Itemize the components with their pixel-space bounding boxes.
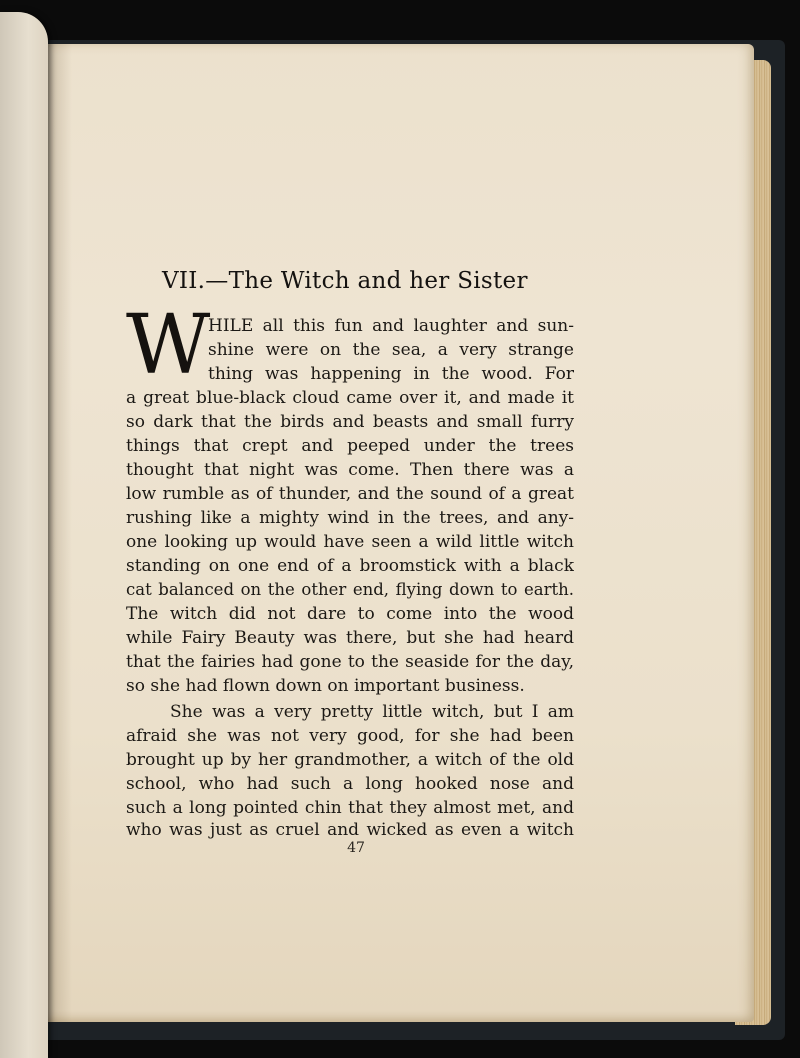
text-line: thought that night was come. Then there was a: [126, 460, 574, 480]
text-line: brought up by her grandmother, a witch of the old: [126, 750, 574, 770]
drop-cap: W: [126, 298, 211, 393]
text-line: cat balanced on the other end, flying down to earth.: [126, 580, 574, 599]
text-line: The witch did not dare to come into the wood: [126, 604, 574, 624]
text-line: She was a very pretty little witch, but I am: [170, 702, 574, 722]
text-line: shine were on the sea, a very strange: [208, 340, 574, 360]
text-line: so she had flown down on important business.: [126, 676, 525, 696]
text-line: afraid she was not very good, for she had been: [126, 726, 574, 746]
text-line: thing was happening in the wood. For: [208, 364, 574, 384]
text-line: who was just as cruel and wicked as even a witch: [126, 820, 574, 840]
page-number: 47: [347, 840, 365, 856]
text-line: such a long pointed chin that they almost met, and: [126, 798, 574, 818]
text-line: so dark that the birds and beasts and small furry: [126, 412, 574, 432]
text-line: one looking up would have seen a wild little witch: [126, 532, 574, 552]
text-line: things that crept and peeped under the trees: [126, 436, 574, 456]
text-line: low rumble as of thunder, and the sound of a great: [126, 484, 574, 504]
text-line: HILE all this fun and laughter and sun-: [208, 316, 574, 336]
text-line: while Fairy Beauty was there, but she had heard: [126, 628, 574, 648]
text-line: standing on one end of a broomstick with a black: [126, 556, 574, 576]
text-line: a great blue-black cloud came over it, and made it: [126, 388, 574, 408]
chapter-title: VII.—The Witch and her Sister: [162, 268, 528, 294]
left-page-edge: [0, 12, 48, 1058]
text-line: that the fairies had gone to the seaside for the day,: [126, 652, 574, 672]
text-line: rushing like a mighty wind in the trees, and any-: [126, 508, 574, 528]
text-line: school, who had such a long hooked nose and: [126, 774, 574, 794]
